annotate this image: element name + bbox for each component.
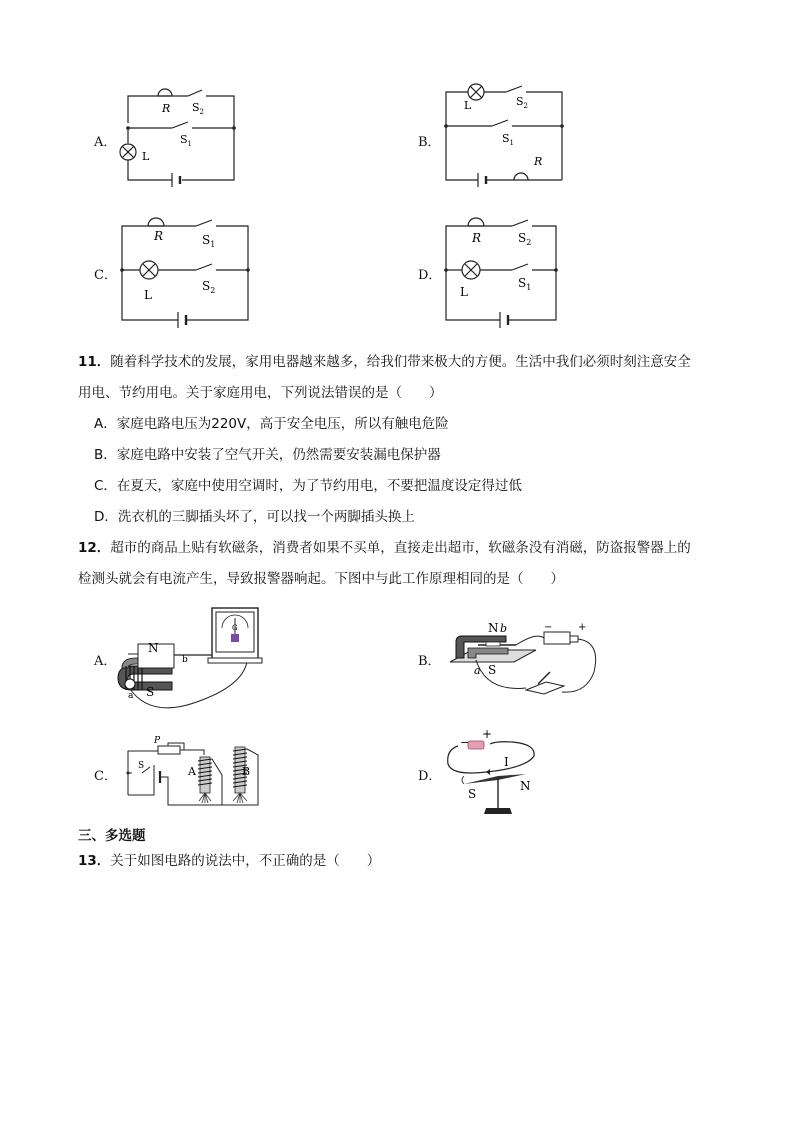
q12-stem-line1: 12．超市的商品上贴有软磁条，消费者如果不买单，直接走出超市，软磁条没有消磁，防盗报警器上的 — [78, 540, 691, 556]
q12-option-d — [416, 728, 566, 820]
option-letter: C． — [94, 769, 117, 784]
label-a: a — [128, 691, 134, 701]
label-s1: $S_1$ — [518, 276, 532, 292]
q11-stem-line2: 用电、节约用电。关于家庭用电，下列说法错误的是（ ） — [78, 385, 443, 401]
induction-apparatus-a — [92, 600, 272, 715]
label-r: R — [472, 231, 482, 245]
label-a: A — [188, 765, 196, 778]
circuit-diagram-a — [92, 80, 252, 190]
label-minus: − — [544, 622, 553, 633]
label-b: b — [182, 655, 188, 665]
label-l: L — [144, 288, 152, 302]
motor-apparatus-b — [416, 612, 606, 707]
electromagnet-apparatus-c — [92, 735, 272, 815]
label-r: R — [534, 155, 543, 168]
label-p: P — [154, 736, 161, 746]
option-letter: B． — [418, 654, 441, 669]
label-s: S — [468, 787, 477, 801]
label-n: N — [520, 779, 531, 793]
q12-stem-line2: 检测头就会有电流产生，导致报警器响起。下图中与此工作原理相同的是（ ） — [78, 571, 564, 587]
label-minus: − — [460, 736, 470, 749]
q11-option-c: C．在夏天，家庭中使用空调时，为了节约用电，不要把温度设定得过低 — [94, 478, 522, 494]
label-b: B — [242, 765, 251, 778]
circuit-diagram-c — [92, 210, 262, 335]
q12-option-c — [92, 735, 272, 815]
question-number: 13． — [78, 853, 111, 869]
label-s2: $S_2$ — [202, 279, 216, 295]
q13-stem: 13．关于如图电路的说法中，不正确的是（ ） — [78, 853, 381, 869]
label-s: S — [488, 663, 497, 677]
q10-option-c — [92, 210, 262, 335]
q12-option-a — [92, 600, 272, 715]
label-l: L — [142, 150, 150, 163]
label-s2: $S_2$ — [192, 101, 205, 116]
label-i: I — [504, 755, 509, 769]
label-a: a — [474, 664, 481, 677]
question-number: 12． — [78, 540, 111, 556]
option-letter: A． — [94, 654, 117, 669]
label-n: N — [148, 641, 159, 655]
label-l: L — [460, 285, 468, 299]
label-s2: $S_2$ — [516, 95, 529, 110]
q11-option-a: A．家庭电路电压为220V，高于安全电压，所以有触电危险 — [94, 416, 449, 432]
label-b: b — [500, 622, 508, 635]
label-s: S — [138, 761, 145, 771]
q11-option-b: B．家庭电路中安装了空气开关，仍然需要安装漏电保护器 — [94, 447, 441, 463]
label-plus: + — [482, 728, 493, 741]
option-letter: D． — [418, 769, 442, 784]
label-s1: $S_1$ — [502, 132, 515, 147]
oersted-apparatus-d — [416, 728, 566, 820]
option-letter: C． — [94, 268, 117, 283]
label-n: N — [488, 621, 499, 635]
label-g: G — [232, 624, 238, 632]
label-s1: $S_1$ — [180, 133, 193, 148]
label-r: R — [154, 229, 164, 243]
section-title: 三、多选题 — [78, 828, 146, 844]
circuit-diagram-d — [416, 210, 576, 335]
label-l: L — [464, 99, 472, 112]
label-s1: $S_1$ — [202, 233, 216, 249]
option-letter: B． — [418, 135, 441, 150]
label-s: S — [146, 685, 155, 699]
option-letter: A． — [94, 135, 117, 150]
label-s2: $S_2$ — [518, 231, 532, 247]
label-plus: + — [578, 622, 587, 633]
option-letter: D． — [418, 268, 442, 283]
question-number: 11． — [78, 354, 111, 370]
q10-option-a — [92, 80, 252, 190]
q12-option-b — [416, 612, 606, 707]
q11-option-d: D．洗衣机的三脚插头坏了，可以找一个两脚插头换上 — [94, 509, 415, 525]
q11-stem-line1: 11．随着科学技术的发展，家用电器越来越多，给我们带来极大的方便。生活中我们必须时刻注意安全 — [78, 354, 691, 370]
q10-option-b — [416, 80, 576, 190]
label-r: R — [162, 102, 171, 115]
q10-option-d — [416, 210, 576, 335]
circuit-diagram-b — [416, 80, 576, 190]
